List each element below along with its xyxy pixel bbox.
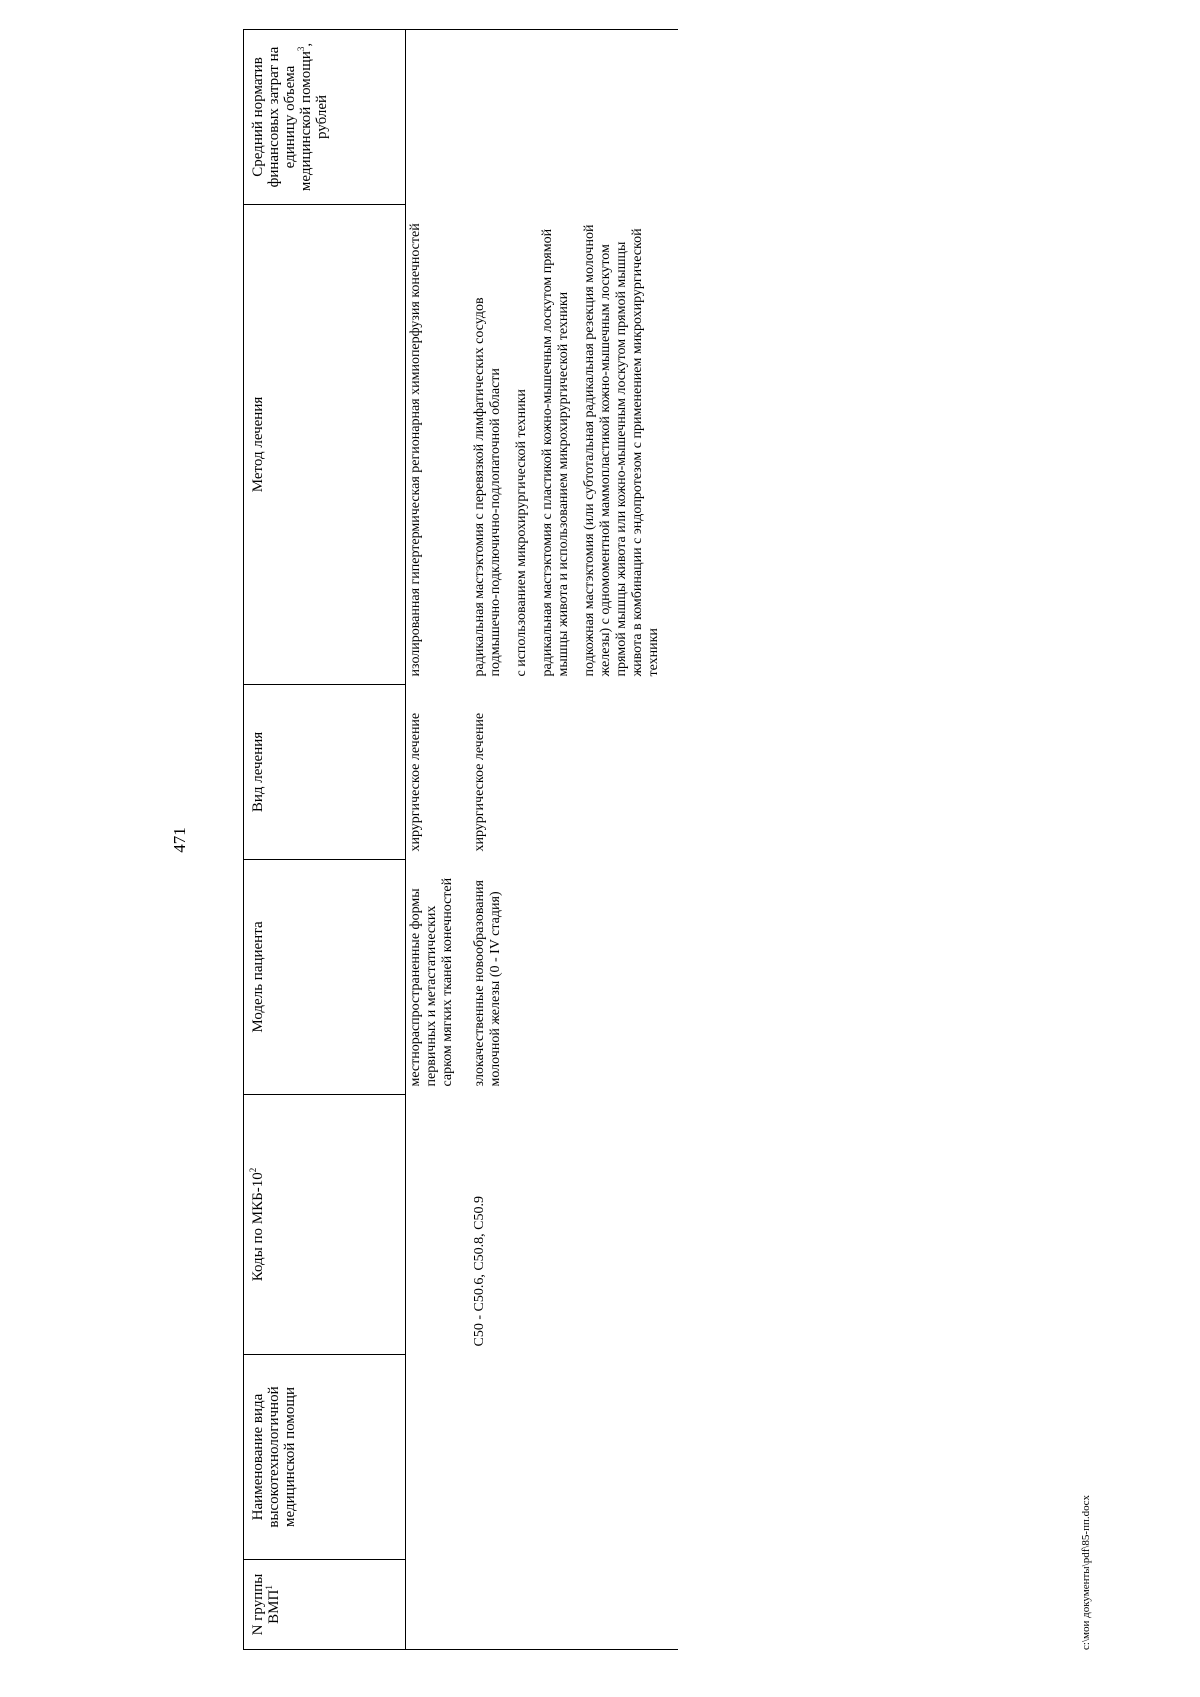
cell-methods (406, 205, 471, 685)
table-row (406, 30, 471, 1650)
header-treatment-method: Метод лечения (244, 205, 406, 685)
table-header-row (244, 30, 406, 1650)
cell-codes (406, 1095, 471, 1355)
cell-patient-model: местнораспространенные формы первичных и метастатических сарком мягких тканей конечностей (408, 877, 455, 1087)
header-cost-standard: Средний норматив финансовых затрат на единицу объема медицинской помощи$^3$, рублей (244, 30, 406, 205)
method-item: с использованием микрохирургической техники (514, 389, 529, 677)
cell-cost (470, 30, 678, 205)
rotated-page (170, 30, 1170, 1650)
cell-codes: C50 - C50.6, C50.8, C50.9 (472, 1195, 487, 1347)
cell-vmp-name (470, 1355, 678, 1560)
cell-cost (406, 30, 471, 205)
table-row (470, 30, 678, 1650)
method-item: подкожная мастэктомия (или субтотальная радикальная резекция молочной железы) с одномоментной маммопластикой кожно-мышечным лоскутом прямой мышцы живота или кожно-мышечным лоскутом прямой мышцы живота в комбинации с эндопротезом с применением микрохирургической техники (582, 224, 661, 677)
method-item: радикальная мастэктомия с перевязкой лимфатических сосудов подмышечно-подключично-подлопаточной области (472, 297, 503, 677)
vmp-table (243, 29, 678, 1650)
header-patient-model: Модель пациента (244, 860, 406, 1095)
cell-treatment-type: хирургическое лечение (408, 712, 423, 852)
header-icd-codes: Коды по МКБ-$10^2$ (244, 1095, 406, 1355)
cell-vmp-name (406, 1355, 471, 1560)
cell-patient-model: злокачественные новообразования молочной железы (0 - IV стадия) (472, 880, 503, 1087)
cell-group (406, 1560, 471, 1650)
cell-group (470, 1560, 678, 1650)
cell-treatment-type: хирургическое лечение (472, 712, 487, 852)
cell-methods (470, 205, 678, 685)
method-item: изолированная гипертермическая регионарная химиоперфузия конечностей (408, 223, 423, 677)
header-vmp-name: Наименование вида высокотехнологичной медицинской помощи (244, 1355, 406, 1560)
header-treatment-type: Вид лечения (244, 685, 406, 860)
header-vmp-group: N группы ВМП$^1$ (244, 1560, 406, 1650)
method-item: радикальная мастэктомия с пластикой кожно-мышечным лоскутом прямой мышцы живота и использованием микрохирургической техники (540, 228, 571, 677)
footer-file-path: c:\мои документы\pdf\85-пп.docx (1080, 1494, 1092, 1650)
page-number: 471 (170, 827, 189, 853)
